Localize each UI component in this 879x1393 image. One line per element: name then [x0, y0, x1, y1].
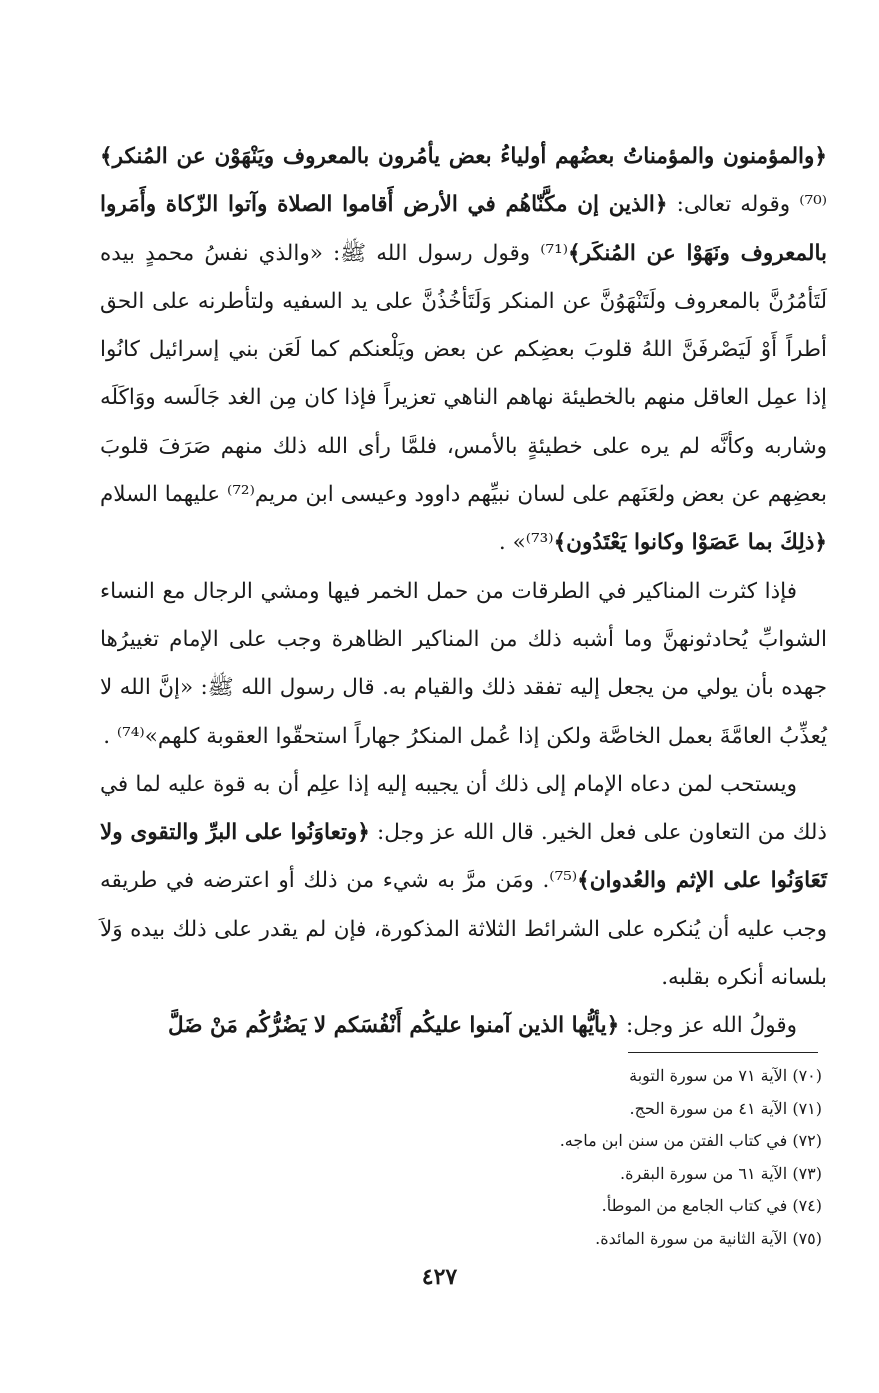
footnote-ref: ⁽⁷⁵⁾ — [549, 868, 578, 894]
paragraph-1 — [100, 133, 827, 568]
footnote-ref: ⁽⁷⁴⁾ . — [103, 723, 145, 749]
text-run: فإذا كثرت المناكير في الطرقات من حمل الخمر فيها ومشي الرجال مع النساء الشوابِّ يُحادثونهنَّ وما أشبه ذلك من المناكير الظاهرة وجب على الإمام تغييرُها جهده بأن يولي من يجعل إليه تفقد ذلك والقيام به. قال رسول الله ﷺ: «إنَّ الله لا يُعذِّبُ العامَّةَ بعمل الخاصَّة ولكن إذا عُمل المنكرُ جهاراً استحقّوا العقوبة كلهم» — [100, 578, 827, 749]
text-run: ويستحب لمن دعاه الإمام إلى ذلك أن يجيبه إليه إذا علِم أن به قوة عليه لما في ذلك من التعاون على فعل الخير. قال الله عز وجل: — [100, 771, 827, 846]
footnote-ref: ⁽⁷⁰⁾ — [799, 192, 827, 218]
quran-verse: ﴿يأيُّها الذين آمنوا عليكُم أَنْفُسَكم لا يَضُرُّكُم مَنْ ضَلَّ — [167, 1013, 620, 1039]
quran-verse: ﴿الذين إن مكَّنّاهُم في الأرض أَقاموا الصلاة وآتوا الزّكاة وأَمَروا بالمعروف ونَهَوْا عن المُنكَر﴾ — [100, 192, 828, 266]
footnote-ref: ⁽⁷¹⁾ — [540, 240, 569, 266]
page-number: ٤٢٧ — [421, 1264, 458, 1290]
footnote-ref: ⁽⁷³⁾» . — [498, 530, 554, 556]
quran-verse: ﴿ذلِكَ بما عَصَوْا وكانوا يَعْتَدُون﴾ — [553, 530, 827, 556]
text-run: وقوله تعالى: — [667, 192, 800, 218]
footnote: (٧٢) في كتاب الفتن من سنن ابن ماجه. — [559, 1131, 822, 1150]
quran-verse: ﴿والمؤمنون والمؤمناتُ بعضُهم أولياءُ بعض يأمُرون بالمعروف ويَنْهَوْن عن المُنكر﴾ — [100, 144, 827, 169]
main-text — [100, 133, 827, 1051]
footnote-separator — [628, 1052, 818, 1053]
paragraph-4 — [100, 1002, 827, 1050]
footnote: (٧١) الآية ٤١ من سورة الحج. — [629, 1098, 822, 1118]
footnote: (٧٤) في كتاب الجامع من الموطأ. — [601, 1196, 822, 1215]
text-run: وقولُ الله عز وجل: — [619, 1013, 797, 1039]
footnote: (٧٣) الآية ٦١ من سورة البقرة. — [620, 1163, 822, 1183]
footnote: (٧٥) الآية الثانية من سورة المائدة. — [595, 1228, 822, 1248]
paragraph-3 — [100, 761, 827, 1002]
footnote: (٧٠) الآية ٧١ من سورة التوبة — [629, 1066, 822, 1085]
hadith-text: وقول رسول الله ﷺ: «والذي نفسُ محمدٍ بيده لَتَأمُرُنَّ بالمعروف ولَتَنْهَوُنَّ عن المنكر وَلَتَأخُذُنَّ على يد السفيه ولتأطرنه على الحق أطراً أَوْ لَيَصْرفَنَّ اللهُ قلوبَ بعضِكم عن بعض ويَلْعنكم كما لَعَن بني إسرائيل كانُوا إذا عمِل العاقل منهم بالخطيئة نهاهم الناهي تعزيراً فإذا كان مِن الغد جَالَسه ووَاكَلَه وشاربه وكأنَّه لم يره على خطيئةٍ بالأمس، فلمَّا رأى الله ذلك منهم صَرَفَ قلوبَ بعضِهم عن بعض ولعَنَهم على لسان نبيِّهم داوود وعيسى ابن مريم — [100, 240, 828, 508]
quran-verse: ﴿وتعاوَنُوا على البرِّ والتقوى ولا تَعَاوَنُوا على الإثم والعُدوان﴾ — [100, 820, 827, 894]
footnotes — [340, 1060, 822, 1255]
text-run: عليهما السلام — [100, 482, 228, 508]
text-run: . ومَن مرَّ به شيء من ذلك أو اعترضه في طريقه وجب عليه أن يُنكره على الشرائط الثلاثة المذكورة، فإن لم يقدر على ذلك بيده وَلاَ بلسانه أنكره بقلبه. — [100, 868, 827, 991]
paragraph-2 — [100, 568, 827, 761]
footnote-ref: ⁽⁷²⁾ — [227, 482, 255, 508]
